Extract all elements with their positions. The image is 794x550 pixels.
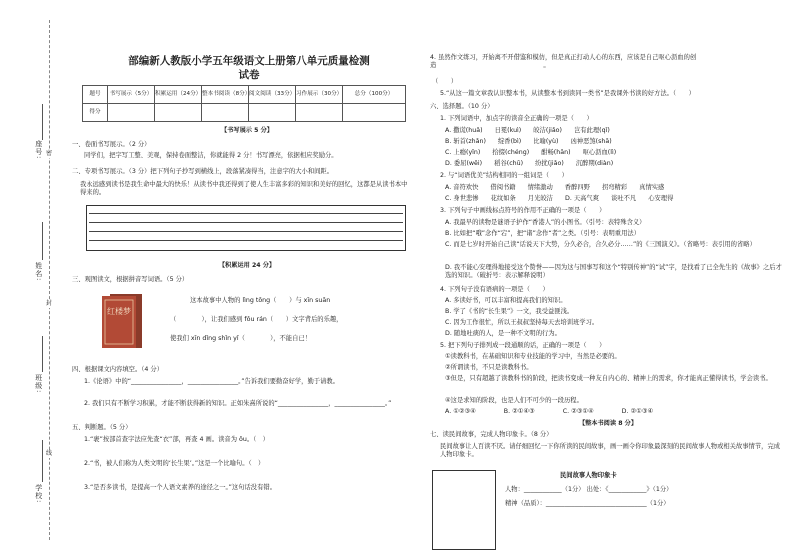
choice-4-d: D. 随地吐痰的人，是一种不文明的行为。 <box>445 330 561 337</box>
score-cell[interactable] <box>202 104 249 122</box>
score-header-cell: 阅文阅读（33分） <box>249 86 296 104</box>
card-line-1: 人物：____________（1分） 出处：《____________》（1分） <box>505 486 673 493</box>
score-cell[interactable] <box>343 104 406 122</box>
question-2: 二、专项书写展示。（3 分）把下列句子抄写到横线上，段落紧凑得当，注意字的大小和间距。 <box>72 168 334 175</box>
question-2-text: 我永远感到读书是我生命中最大的快乐！从读书中我还得到了使人生丰富多彩的知识和美好的回忆，这都是从读书本中得来的。 <box>80 181 408 196</box>
seat-line <box>42 104 43 140</box>
sentence-1: ①读教科书，在基础知识和专业技能的学习中，当然是必要的。 <box>445 353 621 360</box>
name-label: 姓名: <box>34 262 43 282</box>
judge-4-bracket: （ ） <box>432 78 458 85</box>
choice-4-a: A. 多读好书，可以丰富和提高我们的知识。 <box>445 297 567 304</box>
question-7: 七、读民间故事，完成人物印象卡。（8 分） <box>430 431 553 438</box>
question-7-body: 民间故事让人百读不厌。请仔细回忆一下你所读的民间故事，画一画令你印象最深刻的民间故事人物或相关故事情节，完成人物印象卡。 <box>440 443 781 458</box>
option-text: D. ②①③④ <box>621 408 654 415</box>
option-text: 凶神恶煞(shā) <box>570 138 612 145</box>
q3-line-2: （ ），让我们感到 fǒu rán（ ）文字背后的乐趣， <box>170 316 343 323</box>
question-4-2: 2. 我们只有不断学习积累，才能不断获得新的知识。正如朱熹所说的“________________，________________。” <box>84 400 392 407</box>
cut-line <box>49 20 50 540</box>
score-header-cell: 习作展示（30分） <box>296 86 343 104</box>
option-text: C. ②③①④ <box>562 408 594 415</box>
page-title: 部编新人教版小学五年级语文上册第八单元质量检测 试卷 <box>128 55 370 82</box>
choice-2: 2. 与“词语优美”结构相同的一组词是（ ） <box>440 172 568 179</box>
sentence-4: ④这是求知的阶段，也是人们不可少的一段历程。 <box>445 397 583 404</box>
drawing-box[interactable] <box>432 470 496 550</box>
choice-3-c: C. 而是七岁时开始自己读“话说天下大势，分久必合，合久必分……”的《三国演义》。（省略号：表引用的省略） <box>445 241 756 248</box>
score-cell[interactable] <box>155 104 202 122</box>
option-text: 借阅书籍 <box>490 184 516 191</box>
writing-line <box>89 213 403 214</box>
option-text: B. ②①④③ <box>503 408 535 415</box>
choice-3-d: D. 我不能心安理得地接受这个赞誉——因为这与国事写和这个“特别传神”的“试”字，是找看了已全先生的《故事》之后才选的知识。（破折号：表示解释说明） <box>445 264 782 279</box>
binding-margin <box>0 0 60 550</box>
choice-1-row <box>445 149 628 157</box>
question-6: 六、选择题。（10 分） <box>430 103 494 110</box>
question-5-2: 2.“书，被人们称为人类文明的‘长生果’。”这是一个比喻句。（ ） <box>84 460 265 467</box>
book-cover-image <box>100 292 144 350</box>
option-text: 拐弯精彩 <box>601 184 628 191</box>
question-3: 三、观图读文，根据拼音写词语。（5 分） <box>72 276 189 283</box>
option-text: 绽香(bì) <box>497 138 522 145</box>
option-text: A. ①②③④ <box>445 408 476 415</box>
option-text: C. 上瘾(yǐn) <box>445 149 481 156</box>
question-1: 一、卷面书写展示。（2 分） <box>72 141 151 148</box>
option-text: A. 音符欢快 <box>445 184 479 191</box>
choice-1-row <box>445 160 625 168</box>
option-text: D. 天高气爽 <box>564 195 600 202</box>
score-header-row <box>83 86 406 104</box>
seat-label: 座号: <box>34 140 43 160</box>
option-text: 拾掇(chéng) <box>492 149 530 156</box>
choice-5: 5. 把下列句子排列成一段通顺的话，正确的一项是（ ） <box>440 342 606 349</box>
class-label: 班级: <box>34 374 43 394</box>
choice-5-options <box>445 408 665 416</box>
option-text: 皎洁(jiǎo) <box>533 127 562 134</box>
question-5-3: 3.“是否多读书，是提高一个人语文素养的途径之一。”这句话没有错。 <box>84 484 276 491</box>
option-text: 谈吐不凡 <box>611 195 637 202</box>
choice-4: 4. 下列句子没有语病的一项是（ ） <box>440 286 549 293</box>
option-text: 香醉四野 <box>564 184 590 191</box>
sentence-2: ②所谓读书，不只是读教科书。 <box>445 364 533 371</box>
option-text: 花纹如条 <box>490 195 516 202</box>
writing-line <box>89 222 403 223</box>
choice-2-row <box>445 195 685 203</box>
choice-4-c: C. 因为工作很忙，所以王叔叔坚持每天去培训班学习。 <box>445 319 599 326</box>
choice-2-row <box>445 184 676 192</box>
option-text: A. 撒谎(huǎ) <box>445 127 483 134</box>
score-row <box>83 104 406 122</box>
sentence-3: ③但是，只有超越了读教科书的阶段，把读书变成一种友自内心的、精神上的需求，你才能真正懂得读书，学会读书。 <box>445 375 772 382</box>
option-text: C. 身世悲惨 <box>445 195 479 202</box>
name-line <box>42 222 43 260</box>
score-header-cell: 整本书阅读（8分） <box>202 86 249 104</box>
option-text: 纷扰(jiǎo) <box>535 160 564 167</box>
q3-line-3: 使我们 xīn dǐng shǐn yǐ（ ），不能自已！ <box>170 335 311 342</box>
choice-3-a: A. 我最早的读物是谜语子护作“香港人”的小图书。（引号：表特殊含义） <box>445 219 646 226</box>
question-5: 五、判断题。（5 分） <box>72 424 132 431</box>
score-cell[interactable] <box>249 104 296 122</box>
option-text: 月光皎洁 <box>527 195 553 202</box>
question-5-1: 1.“裹”按部首查字法应先查“衣”部，再查 4 画。读音为 ōu。（ ） <box>84 436 269 443</box>
question-4: 四、根据课文内容填空。（4 分） <box>72 366 164 373</box>
copy-writing-box[interactable] <box>86 205 406 251</box>
question-1-body: 同学们，把字写工整、美观，保持卷面整洁，你就能得 2 分！书写漂亮，依据相应奖励分。 <box>84 152 338 159</box>
choice-3-b: B. 比如把“哦”念作“宕”，把“诸”念作“者”之类。（引号：表明重用法） <box>445 230 640 237</box>
choice-1: 1. 下列词语中，加点字的读音全正确的一项是（ ） <box>440 115 593 122</box>
class-line <box>42 336 43 372</box>
writing-line <box>89 240 403 241</box>
option-text: 岂有此理(qǐ) <box>573 127 610 134</box>
option-text: 沉醉期(diàn) <box>575 160 614 167</box>
score-table <box>82 85 406 122</box>
q3-line-1: 这本故事中人物的 lìng tōng（ ）与 xīn suān <box>190 297 331 304</box>
choice-1-row <box>445 138 624 146</box>
score-row-label: 得分 <box>83 104 108 122</box>
score-cell[interactable] <box>296 104 343 122</box>
option-text: D. 委屈(wēi) <box>445 160 483 167</box>
option-text: 呕心沥血(lì) <box>582 149 617 156</box>
option-text: 真情实感 <box>639 184 665 191</box>
choice-4-b: B. 学了《书的“长生果”》一文，我受益匪浅。 <box>445 308 574 315</box>
seal-mark-3: 线 <box>46 450 53 457</box>
choice-3: 3. 下列句子中画线标点符号的作用不正确的一项是（ ） <box>440 207 606 214</box>
option-text: B. 斩首(zhǎn) <box>445 138 486 145</box>
writing-line <box>89 231 403 232</box>
judge-5: 5.“从这一篇文章我认识整本书，从读整本书到读同一类书”是我课外书读的好方法。（ ） <box>440 90 695 97</box>
judge-4: 4. 虽然作文练习，开始离不开借鉴和模仿，但是真正打动人心的东西，应该是自己呕心沥血的创 造 。 <box>430 54 791 69</box>
card-title: 民间故事人物印象卡 <box>560 472 617 479</box>
section-accumulation: 【积累运用 24 分】 <box>218 262 276 269</box>
book-title: 红楼梦 <box>107 307 131 316</box>
section-writing: 【书写展示 5 分】 <box>221 127 273 134</box>
option-text: 比喻(yù) <box>533 138 559 145</box>
seal-mark-2: 封 <box>46 300 53 307</box>
option-text: 心安理得 <box>648 195 674 202</box>
score-header-cell: 题号 <box>83 86 108 104</box>
option-text: 情绪激动 <box>527 184 553 191</box>
school-line <box>42 440 43 482</box>
seal-mark-1: 密 <box>46 150 53 157</box>
option-text: 酣畅(hān) <box>541 149 571 156</box>
score-header-cell: 书写展示（5分） <box>108 86 155 104</box>
score-header-cell: 总分（100分） <box>343 86 406 104</box>
section-whole-book: 【整本书阅读 8 分】 <box>578 420 638 427</box>
option-text: 稻谷(chū) <box>494 160 524 167</box>
score-cell[interactable] <box>108 104 155 122</box>
option-text: 日冕(kuì) <box>494 127 522 134</box>
school-label: 学校: <box>34 484 43 504</box>
question-4-1: 1.《论语》中的“________________，________________。”告诉我们要勤奋好学，勤于请教。 <box>84 378 339 385</box>
choice-1-row <box>445 127 622 135</box>
score-header-cell: 积累运用（24分） <box>155 86 202 104</box>
card-line-2: 精神（品质）：________________________________（1分） <box>505 500 670 507</box>
